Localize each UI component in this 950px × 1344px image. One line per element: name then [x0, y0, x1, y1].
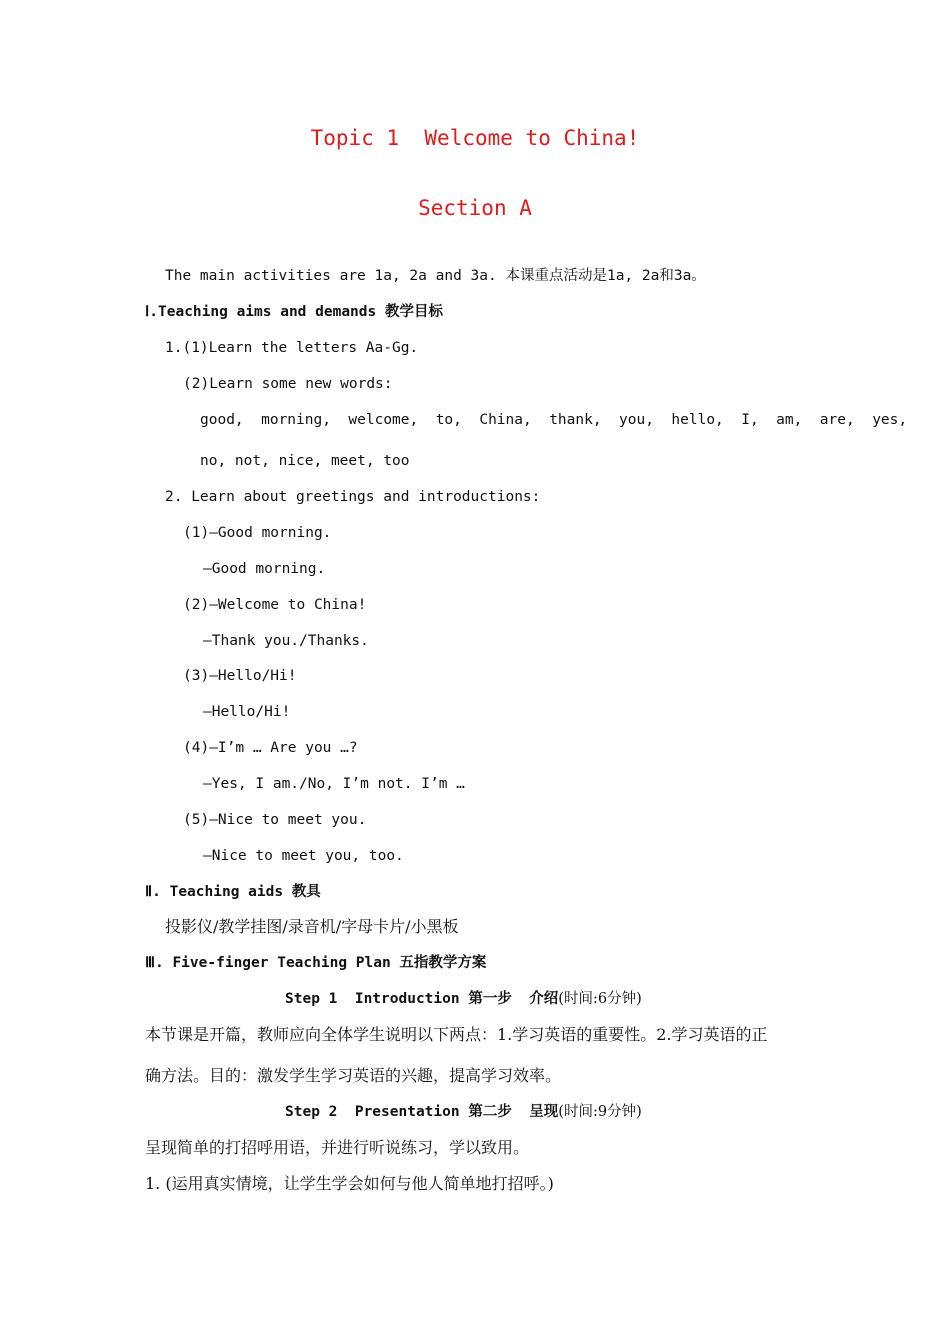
aim-letters: 1.(1)Learn the letters Aa-Gg. [165, 340, 419, 356]
dialogue-3-line-a: (3)—Hello/Hi! [183, 668, 297, 684]
step-2-title: Step 2 Presentation 第二步 呈现 [285, 1104, 559, 1120]
heading-teaching-aims: Ⅰ.Teaching aims and demands 教学目标 [145, 304, 443, 320]
word-list-line-2: no, not, nice, meet, too [200, 453, 410, 469]
step-2-paragraph: 呈现简单的打招呼用语，并进行听说练习，学以致用。 [145, 1138, 530, 1157]
heading-teaching-plan: Ⅲ. Five-finger Teaching Plan 五指教学方案 [145, 955, 487, 971]
dialogue-1-line-a: (1)—Good morning. [183, 525, 332, 541]
step-1-time: (时间:6分钟) [558, 991, 642, 1007]
topic-title: Topic 1 Welcome to China! [310, 126, 640, 150]
step-1-paragraph-line-1: 本节课是开篇，教师应向全体学生说明以下两点：1.学习英语的重要性。2.学习英语的正 [145, 1025, 768, 1044]
dialogue-4-line-b: —Yes, I am./No, I’m not. I’m … [203, 776, 465, 792]
dialogue-4-line-a: (4)—I’m … Are you …? [183, 740, 358, 756]
dialogue-5-line-a: (5)—Nice to meet you. [183, 812, 367, 828]
aim-greetings: 2. Learn about greetings and introductions: [165, 489, 541, 505]
dialogue-3-line-b: —Hello/Hi! [203, 704, 291, 720]
intro-line: The main activities are 1a, 2a and 3a. 本课重点活动是1a, 2a和3a。 [165, 268, 706, 284]
section-title: Section A [418, 196, 532, 220]
heading-teaching-aids: Ⅱ. Teaching aids 教具 [145, 884, 321, 900]
step-2-time: (时间:9分钟) [558, 1104, 642, 1120]
teaching-aids-list: 投影仪/教学挂图/录音机/字母卡片/小黑板 [165, 917, 459, 936]
step-1-title: Step 1 Introduction 第一步 介绍 [285, 991, 559, 1007]
aim-new-words: (2)Learn some new words: [183, 376, 393, 392]
dialogue-2-line-a: (2)—Welcome to China! [183, 597, 367, 613]
step-2-item-1: 1. (运用真实情境，让学生学会如何与他人简单地打招呼。) [145, 1174, 554, 1193]
step-1-paragraph-line-2: 确方法。目的：激发学生学习英语的兴趣，提高学习效率。 [145, 1066, 562, 1085]
dialogue-2-line-b: —Thank you./Thanks. [203, 633, 369, 649]
dialogue-5-line-b: —Nice to meet you, too. [203, 848, 404, 864]
dialogue-1-line-b: —Good morning. [203, 561, 326, 577]
step-1-heading [285, 989, 642, 1009]
step-2-heading [285, 1102, 642, 1122]
word-list-line-1: good, morning, welcome, to, China, thank, you, hello, I, am, are, yes, [200, 412, 908, 428]
